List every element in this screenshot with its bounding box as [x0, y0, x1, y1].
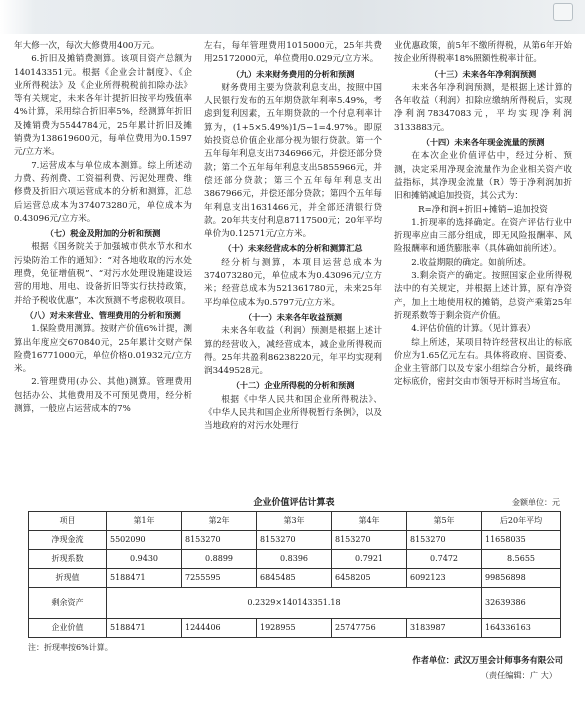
text-column-2: [204, 40, 382, 488]
section-heading: （十二）企业所得税的分析和预测: [231, 380, 355, 391]
table-cell: 8153270: [332, 531, 407, 550]
table-cell: 5188471: [107, 569, 182, 588]
table-row: [29, 569, 561, 588]
header-cell: 第5年: [407, 512, 482, 531]
table-cell: 164336163: [482, 619, 561, 638]
table-cell: 25747756: [332, 619, 407, 638]
table-cell: 0.9430: [107, 550, 182, 569]
row-label: 折现系数: [29, 550, 107, 569]
table-cell: 0.8899: [182, 550, 257, 569]
paragraph: 未来各年净利润预测，是根据上述计算的各年收益（利润）扣除应缴纳所得税后，实现净利润78347083元，平均实现净利润3133883元。: [394, 82, 572, 133]
table-cell: 32639386: [482, 588, 561, 619]
paragraph-continued: 年大修一次，每次大修费用400万元。: [14, 41, 160, 51]
paragraph: 1.保险费用测算。按财产价值6%计提，测算出年度应交670840元，25年累计交财产保险费16771000元，单位价格0.01932元/立方米。: [14, 324, 192, 375]
table-cell: 11658035: [482, 531, 561, 550]
valuation-table-section: [28, 496, 560, 653]
header-cell: 后20年平均: [482, 512, 561, 531]
paragraph: 未来各年收益（利润）预测是根据上述计算的经营收入，减经营成本，减企业所得税而得。25年共盈利86238220元，年平均实现利润3449528元。: [204, 326, 382, 377]
table-cell: 7255595: [182, 569, 257, 588]
table-cell: 8153270: [257, 531, 332, 550]
paragraph: 2.收益期限的确定。如前所述。: [411, 257, 532, 268]
table-cell: 6845485: [257, 569, 332, 588]
header-cell: 项目: [29, 512, 107, 531]
author-affiliation: 作者单位：武汉万里会计师事务有限公司: [412, 655, 563, 665]
table-row: [29, 531, 561, 550]
table-unit: 金额单位：元: [512, 498, 560, 507]
table-cell: 8.5655: [482, 550, 561, 569]
table-note: 注：折现率按6%计算。: [28, 643, 113, 652]
table-cell: 0.8396: [257, 550, 332, 569]
paragraph: 3.剩余资产的确定。按照国家企业所得税法中的有关规定，并根据上述计算，原有净资产，加上土地使用权的摊销，总资产乘第25年折现系数等于剩余资产价值。: [394, 271, 572, 321]
residual-formula: 0.2329×140143351.18: [107, 588, 482, 619]
paragraph: 根据《中华人民共和国企业所得税法》、《中华人民共和国企业所得税暂行条例》，以及当地政府的对污水处理行: [204, 394, 382, 432]
table-cell: 99856898: [482, 569, 561, 588]
paragraph: 7.运营成本与单位成本测算。综上所述动力费、药剂费、工资福利费、污泥处理费、维修费及折旧六项运营成本的分析和测算，汇总后运营总成本为374073280元，单位成本为0.43096元/立方米。: [14, 160, 192, 224]
paragraph: 1.折现率的选择确定。在资产评估行业中折现率应由三部分组成，即无风险报酬率、风险报酬率和通货膨胀率（具体确如前所述）。: [394, 217, 572, 255]
table-title: 企业价值评估计算表: [253, 498, 335, 508]
section-heading: （十四）未来各年现金流量的预测: [421, 137, 545, 148]
table-cell: 6458205: [332, 569, 407, 588]
paragraph-continued: 业优惠政策，前5年不缴所得税，从第6年开始按企业所得税率18%照额性税率计征。: [394, 41, 572, 65]
table-cell: 3183987: [407, 619, 482, 638]
section-heading: （八）对未来营业、管理费用的分析和预测: [25, 309, 181, 320]
paragraph: 根据《国务院关于加强城市供水节水和水污染防治工作的通知》：“对各地收取的污水处理费，免征增值税”、“对污水处理设施建设运营的用地、用电、设备折旧等实行扶持政策，并给予税收优惠”，本次预测不考虑税收项目。: [14, 242, 192, 306]
table-cell: 6092123: [407, 569, 482, 588]
formula-line: R=净和润+折旧+摊销−追加投资: [418, 204, 548, 215]
header-cell: 第4年: [332, 512, 407, 531]
paragraph: 经分析与测算，本项目运营总成本为374073280元，单位成本为0.43096元/立方米；经营总成本为521361780元，未来25年平均单位成本为0.5797元/立方米。: [204, 257, 382, 308]
journal-masthead-banner: [0, 0, 585, 34]
header-cell: 第2年: [182, 512, 257, 531]
paragraph: 4.评估价值的计算。（见计算表）: [411, 324, 536, 335]
section-heading: （十一）未来各年收益预测: [243, 311, 343, 322]
row-label: 折现值: [29, 569, 107, 588]
paragraph: 综上所述，某项目特许经营权出让的标底价应为1.65亿元左右。具体将政府、国资委、企业主管部门以及专家小组综合分析，最终确定标底价，密封交由市领导开标时当场宣布。: [394, 337, 572, 388]
table-cell: 0.7472: [407, 550, 482, 569]
section-heading: （七）税金及附加的分析和预测: [45, 228, 161, 239]
row-label: 净现金流: [29, 531, 107, 550]
paragraph-continued: 左右，每年管理费用1015000元，25年共费用25172000元，单位费用0.029元/立方米。: [204, 41, 382, 65]
row-label: 企业价值: [29, 619, 107, 638]
table-header-row: [29, 512, 561, 531]
paragraph: 在本次企业价值评估中，经过分析、预测，决定采用净现金流量作为企业相关资产收益指标，其净现金流量（R）等于净利润加折旧和摊销减追加投资，其公式为：: [394, 151, 572, 202]
row-label: 剩余资产: [29, 588, 107, 619]
table-row-total: [29, 619, 561, 638]
header-cell: 第3年: [257, 512, 332, 531]
section-heading: （十三）未来各年净利润预测: [429, 68, 537, 79]
table-row-residual: [29, 588, 561, 619]
table-cell: 0.7921: [332, 550, 407, 569]
table-cell: 8153270: [182, 531, 257, 550]
table-cell: 1244406: [182, 619, 257, 638]
paragraph: 财务费用主要为贷款利息支出，按照中国人民银行发布的五年期贷款年利率5.49%，考虑到复利因素，五年期贷款的一个付息利率计算为，(1+5×5.49%)1/5−1=4.97%。即原始投资总价值企业部分视为银行贷款。第一个五年每年利息支出7346966元，并偿还部分贷款；第二个五年每年利息支出5855966元，并偿还部分贷款；第三个五年每年利息支出3867966元，并偿还部分贷款；第四个五年每年利息支出1631466元，并全部还清银行贷款。20年共支付利息87117500元；20年平均单价为0.12571元/立方米。: [204, 82, 382, 240]
table-row: [29, 550, 561, 569]
article-body: [14, 40, 574, 488]
header-cell: 第1年: [107, 512, 182, 531]
table-cell: 8153270: [407, 531, 482, 550]
valuation-table: [28, 511, 561, 638]
paragraph: 6.折旧及摊销费测算。该项目资产总额为140143351元。根据《企业会计制度》、《企业所得税法》及《企业所得税税前扣除办法》等有关规定，未来各年计提折旧按平均残值率4%计算，采用综合折旧率5%，经测算年折旧及摊销费为5544784元，25年累计折旧及摊销费为138619600元，每单位费用为0.1597元/立方米。: [14, 54, 192, 158]
table-cell: 5502090: [107, 531, 182, 550]
section-heading: （十）未来经营成本的分析和测算汇总: [223, 243, 363, 254]
table-cell: 5188471: [107, 619, 182, 638]
journal-logo-icon: [553, 3, 573, 21]
responsible-editor: （责任编辑：广 大）: [480, 670, 557, 680]
section-heading: （九）未来财务费用的分析和预测: [231, 68, 355, 79]
paragraph: 2.管理费用(办公、其他)测算。管理费用包括办公、其他费用及不可预见费用，经分析测算，一般应占运营成本的7%: [14, 377, 192, 415]
text-column-1: [14, 40, 192, 488]
table-cell: 1928955: [257, 619, 332, 638]
text-column-3: [394, 40, 572, 488]
